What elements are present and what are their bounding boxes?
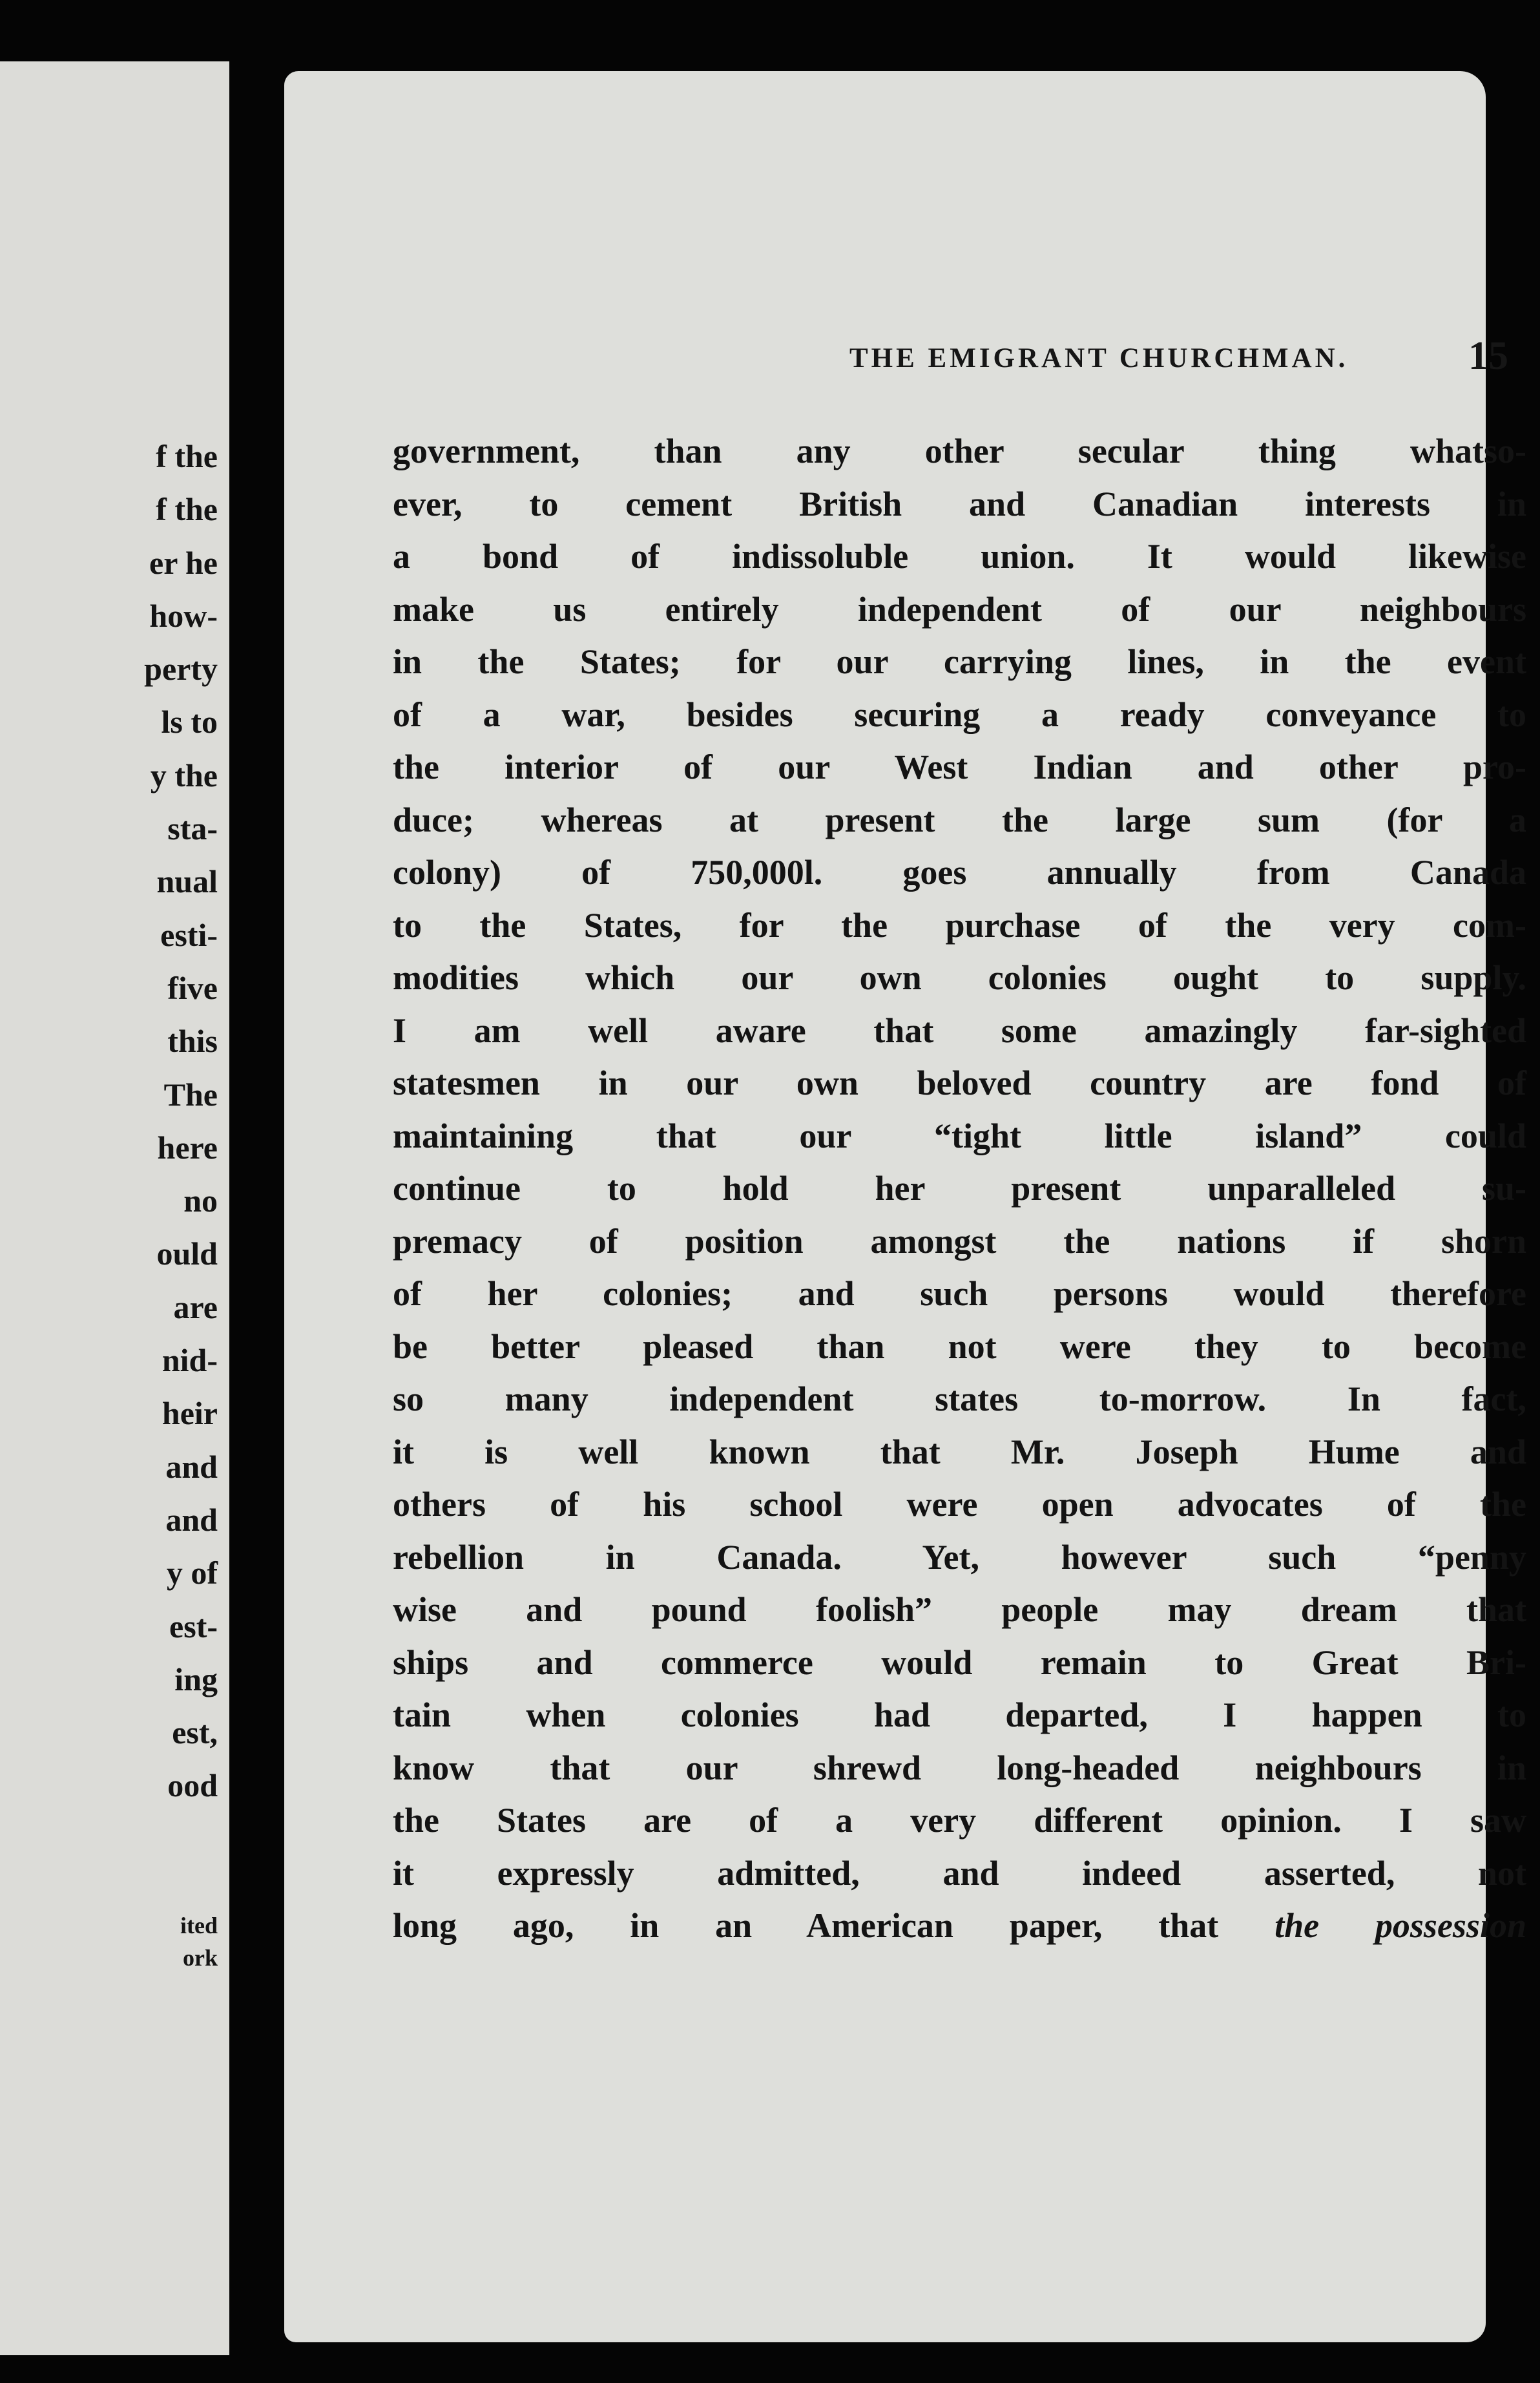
previous-page-line: esti- <box>160 916 218 953</box>
body-line-last-italic: the possession <box>1275 1906 1526 1945</box>
body-line: I am well aware that some amazingly far-sighted <box>393 1011 1526 1050</box>
body-line: government, than any other secular thing whatso- <box>393 432 1526 470</box>
previous-page-line: no <box>183 1182 218 1219</box>
previous-page-line: five <box>167 969 218 1006</box>
book-page <box>284 71 1526 2342</box>
page-number: 15 <box>1468 334 1508 378</box>
body-line: a bond of indissoluble union. It would likewise <box>393 537 1526 576</box>
previous-page-line: ould <box>156 1235 218 1272</box>
body-line: it is well known that Mr. Joseph Hume and <box>393 1432 1526 1471</box>
body-line: wise and pound foolish” people may dream that <box>393 1590 1526 1629</box>
previous-page-line: how- <box>149 597 218 634</box>
previous-page-footnote <box>0 1909 218 1974</box>
body-line: rebellion in Canada. Yet, however such “penny <box>393 1537 1526 1577</box>
previous-page-line: est- <box>169 1608 218 1644</box>
previous-page-footnote-line: ork <box>183 1945 218 1971</box>
body-line: be better pleased than not were they to become <box>393 1327 1526 1366</box>
body-line: in the States; for our carrying lines, in the event <box>393 642 1526 681</box>
body-line: it expressly admitted, and indeed asserted, not <box>393 1853 1526 1893</box>
body-line: to the States, for the purchase of the very com- <box>393 905 1526 945</box>
previous-page-line: nid- <box>161 1342 218 1379</box>
previous-page-line: and <box>165 1448 218 1485</box>
body-line: premacy of position amongst the nations if shorn <box>393 1221 1526 1261</box>
previous-page-line: ls to <box>161 704 218 740</box>
body-line: the interior of our West Indian and other pro- <box>393 748 1526 786</box>
previous-page-line: here <box>157 1129 218 1166</box>
previous-page-line: sta- <box>167 810 218 847</box>
previous-page-line: this <box>167 1023 218 1060</box>
previous-page-text <box>0 430 218 1812</box>
previous-page-fragment <box>0 61 229 2355</box>
previous-page-line: and <box>165 1501 218 1538</box>
previous-page-line: f the <box>156 438 218 474</box>
body-line: colony) of 750,000l. goes annually from Canada <box>393 853 1526 892</box>
previous-page-line: are <box>173 1288 218 1325</box>
body-line: know that our shrewd long-headed neighbours in <box>393 1748 1526 1787</box>
body-line: make us entirely independent of our neighbours <box>393 589 1526 629</box>
previous-page-line: perty <box>144 651 218 688</box>
body-line: ever, to cement British and Canadian interests in <box>393 484 1526 523</box>
previous-page-line: er he <box>149 544 218 581</box>
body-line: others of his school were open advocates of the <box>393 1485 1526 1524</box>
body-line: tain when colonies had departed, I happen to <box>393 1695 1526 1734</box>
body-line: statesmen in our own beloved country are fond of <box>393 1064 1526 1102</box>
body-line: continue to hold her present unparalleled su- <box>393 1169 1526 1208</box>
running-head <box>388 334 1518 401</box>
previous-page-line: heir <box>161 1395 218 1432</box>
body-text <box>393 425 1526 1953</box>
previous-page-line: The <box>163 1076 218 1113</box>
body-line: the States are of a very different opinion. I saw <box>393 1801 1526 1840</box>
previous-page-line: ing <box>174 1661 218 1697</box>
previous-page-line: f the <box>156 491 218 528</box>
previous-page-footnote-line: ited <box>180 1913 218 1938</box>
previous-page-line: ood <box>167 1767 218 1804</box>
body-line: duce; whereas at present the large sum (for a <box>393 800 1526 839</box>
previous-page-line: y the <box>150 757 218 793</box>
previous-page-line: nual <box>156 863 218 900</box>
running-head-title: THE EMIGRANT CHURCHMAN. <box>849 343 1349 373</box>
body-line: maintaining that our “tight little island” could <box>393 1116 1526 1155</box>
body-line: ships and commerce would remain to Great Bri- <box>393 1643 1526 1682</box>
body-line: of a war, besides securing a ready conveyance to <box>393 695 1526 734</box>
body-line-last-text: long ago, in an American paper, that <box>393 1906 1275 1945</box>
body-line: of her colonies; and such persons would therefore <box>393 1274 1526 1313</box>
previous-page-line: est, <box>172 1714 218 1751</box>
body-line-last <box>393 1900 1526 1953</box>
body-line: modities which our own colonies ought to supply. <box>393 958 1526 997</box>
previous-page-line: y of <box>166 1555 218 1591</box>
body-line: so many independent states to-morrow. In fact, <box>393 1380 1526 1418</box>
